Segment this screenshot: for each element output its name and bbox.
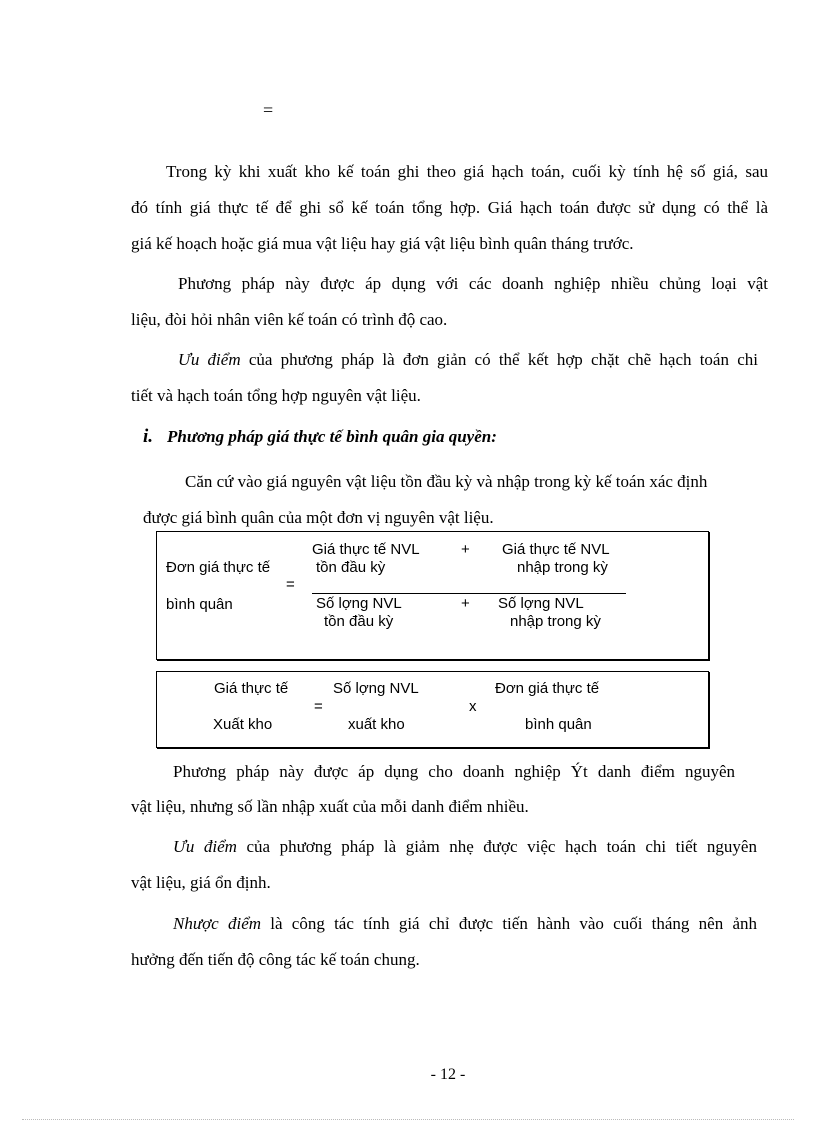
formula-box-average-unit-price (156, 531, 709, 660)
paragraph-4-line-1: Căn cứ vào giá nguyên vật liệu tồn đầu kỳ và nhập trong kỳ kế toán xác định (185, 472, 708, 491)
paragraph-7-line-2: hưởng đến tiến độ công tác kế toán chung. (131, 950, 420, 969)
top-equals-sign: = (263, 100, 274, 120)
formula1-equals: = (286, 576, 295, 593)
formula2-lhs-line-1: Giá thực tế (214, 680, 289, 697)
heading-text: Phương pháp giá thực tế bình quân gia quyền: (167, 427, 497, 446)
formula1-numerator-a-line-2: tồn đầu kỳ (316, 559, 386, 576)
formula2-mid-line-2: xuất kho (348, 716, 405, 733)
formula2-equals: = (314, 698, 323, 715)
formula1-numerator-plus: + (461, 541, 470, 558)
formula1-denominator-b-line-1: Số lợng NVL (498, 595, 584, 612)
formula2-times: x (469, 698, 477, 715)
page-number: - 12 - (430, 1066, 466, 1083)
paragraph-2-line-2: liệu, đòi hỏi nhân viên kế toán có trình độ cao. (131, 310, 448, 329)
formula1-lhs-line-1: Đơn giá thực tế (166, 559, 271, 576)
paragraph-2-line-1: Phương pháp này được áp dụng với các doanh nghiệp nhiều chủng loại vật (178, 274, 768, 293)
formula2-mid-line-1: Số lợng NVL (333, 680, 419, 697)
heading-marker: i. (143, 426, 154, 447)
paragraph-7-line-1 (173, 906, 757, 942)
paragraph-3-line-2: tiết và hạch toán tổng hợp nguyên vật liệu. (131, 386, 421, 405)
paragraph-1-line-1: Trong kỳ khi xuất kho kế toán ghi theo giá hạch toán, cuối kỳ tính hệ số giá, sau (166, 162, 768, 181)
formula1-numerator-a-line-1: Giá thực tế NVL (312, 541, 420, 558)
formula1-denominator-a-line-2: tồn đầu kỳ (324, 613, 394, 630)
paragraph-5-line-2: vật liệu, nhưng số lần nhập xuất của mỗi danh điểm nhiều. (131, 797, 529, 816)
formula1-denominator-a-line-1: Số lợng NVL (316, 595, 402, 612)
paragraph-1-line-2: đó tính giá thực tế để ghi sổ kế toán tổng hợp. Giá hạch toán được sử dụng có thể là (131, 198, 768, 217)
paragraph-3-line-1 (178, 342, 758, 378)
formula2-rhs-line-1: Đơn giá thực tế (495, 680, 600, 697)
section-heading (143, 426, 497, 448)
formula2-rhs-line-2: bình quân (525, 716, 592, 733)
disadvantage-term: Nhược điểm (173, 914, 262, 933)
paragraph-6-line-1-text: của phương pháp là giảm nhẹ được việc hạch toán chi tiết nguyên (236, 837, 757, 856)
formula1-numerator-b-line-2: nhập trong kỳ (517, 559, 608, 576)
paragraph-1-line-3: giá kế hoạch hoặc giá mua vật liệu hay giá vật liệu bình quân tháng trước. (131, 234, 634, 253)
formula1-denominator-b-line-2: nhập trong kỳ (510, 613, 601, 630)
advantage-term: Ưu điểm (178, 350, 241, 369)
formula1-lhs-line-2: bình quân (166, 596, 233, 613)
formula1-fraction-bar (312, 593, 626, 594)
formula1-denominator-plus: + (461, 595, 470, 612)
paragraph-7-line-1-text: là công tác tính giá chỉ được tiến hành vào cuối tháng nên ảnh (261, 914, 757, 933)
paragraph-4-line-2: được giá bình quân của một đơn vị nguyên vật liệu. (143, 508, 494, 527)
paragraph-3-line-1-text: của phương pháp là đơn giản có thể kết hợp chặt chẽ hạch toán chi (240, 350, 758, 369)
paragraph-6-line-1 (173, 829, 757, 865)
formula-box-issued-cost (156, 671, 709, 748)
page-bottom-divider (22, 1119, 794, 1120)
formula2-lhs-line-2: Xuất kho (213, 716, 273, 733)
advantage-term-2: Ưu điểm (173, 837, 237, 856)
paragraph-5-line-1: Phương pháp này được áp dụng cho doanh nghiệp Ýt danh điểm nguyên (173, 762, 735, 781)
paragraph-6-line-2: vật liệu, giá ổn định. (131, 873, 271, 892)
formula1-numerator-b-line-1: Giá thực tế NVL (502, 541, 610, 558)
